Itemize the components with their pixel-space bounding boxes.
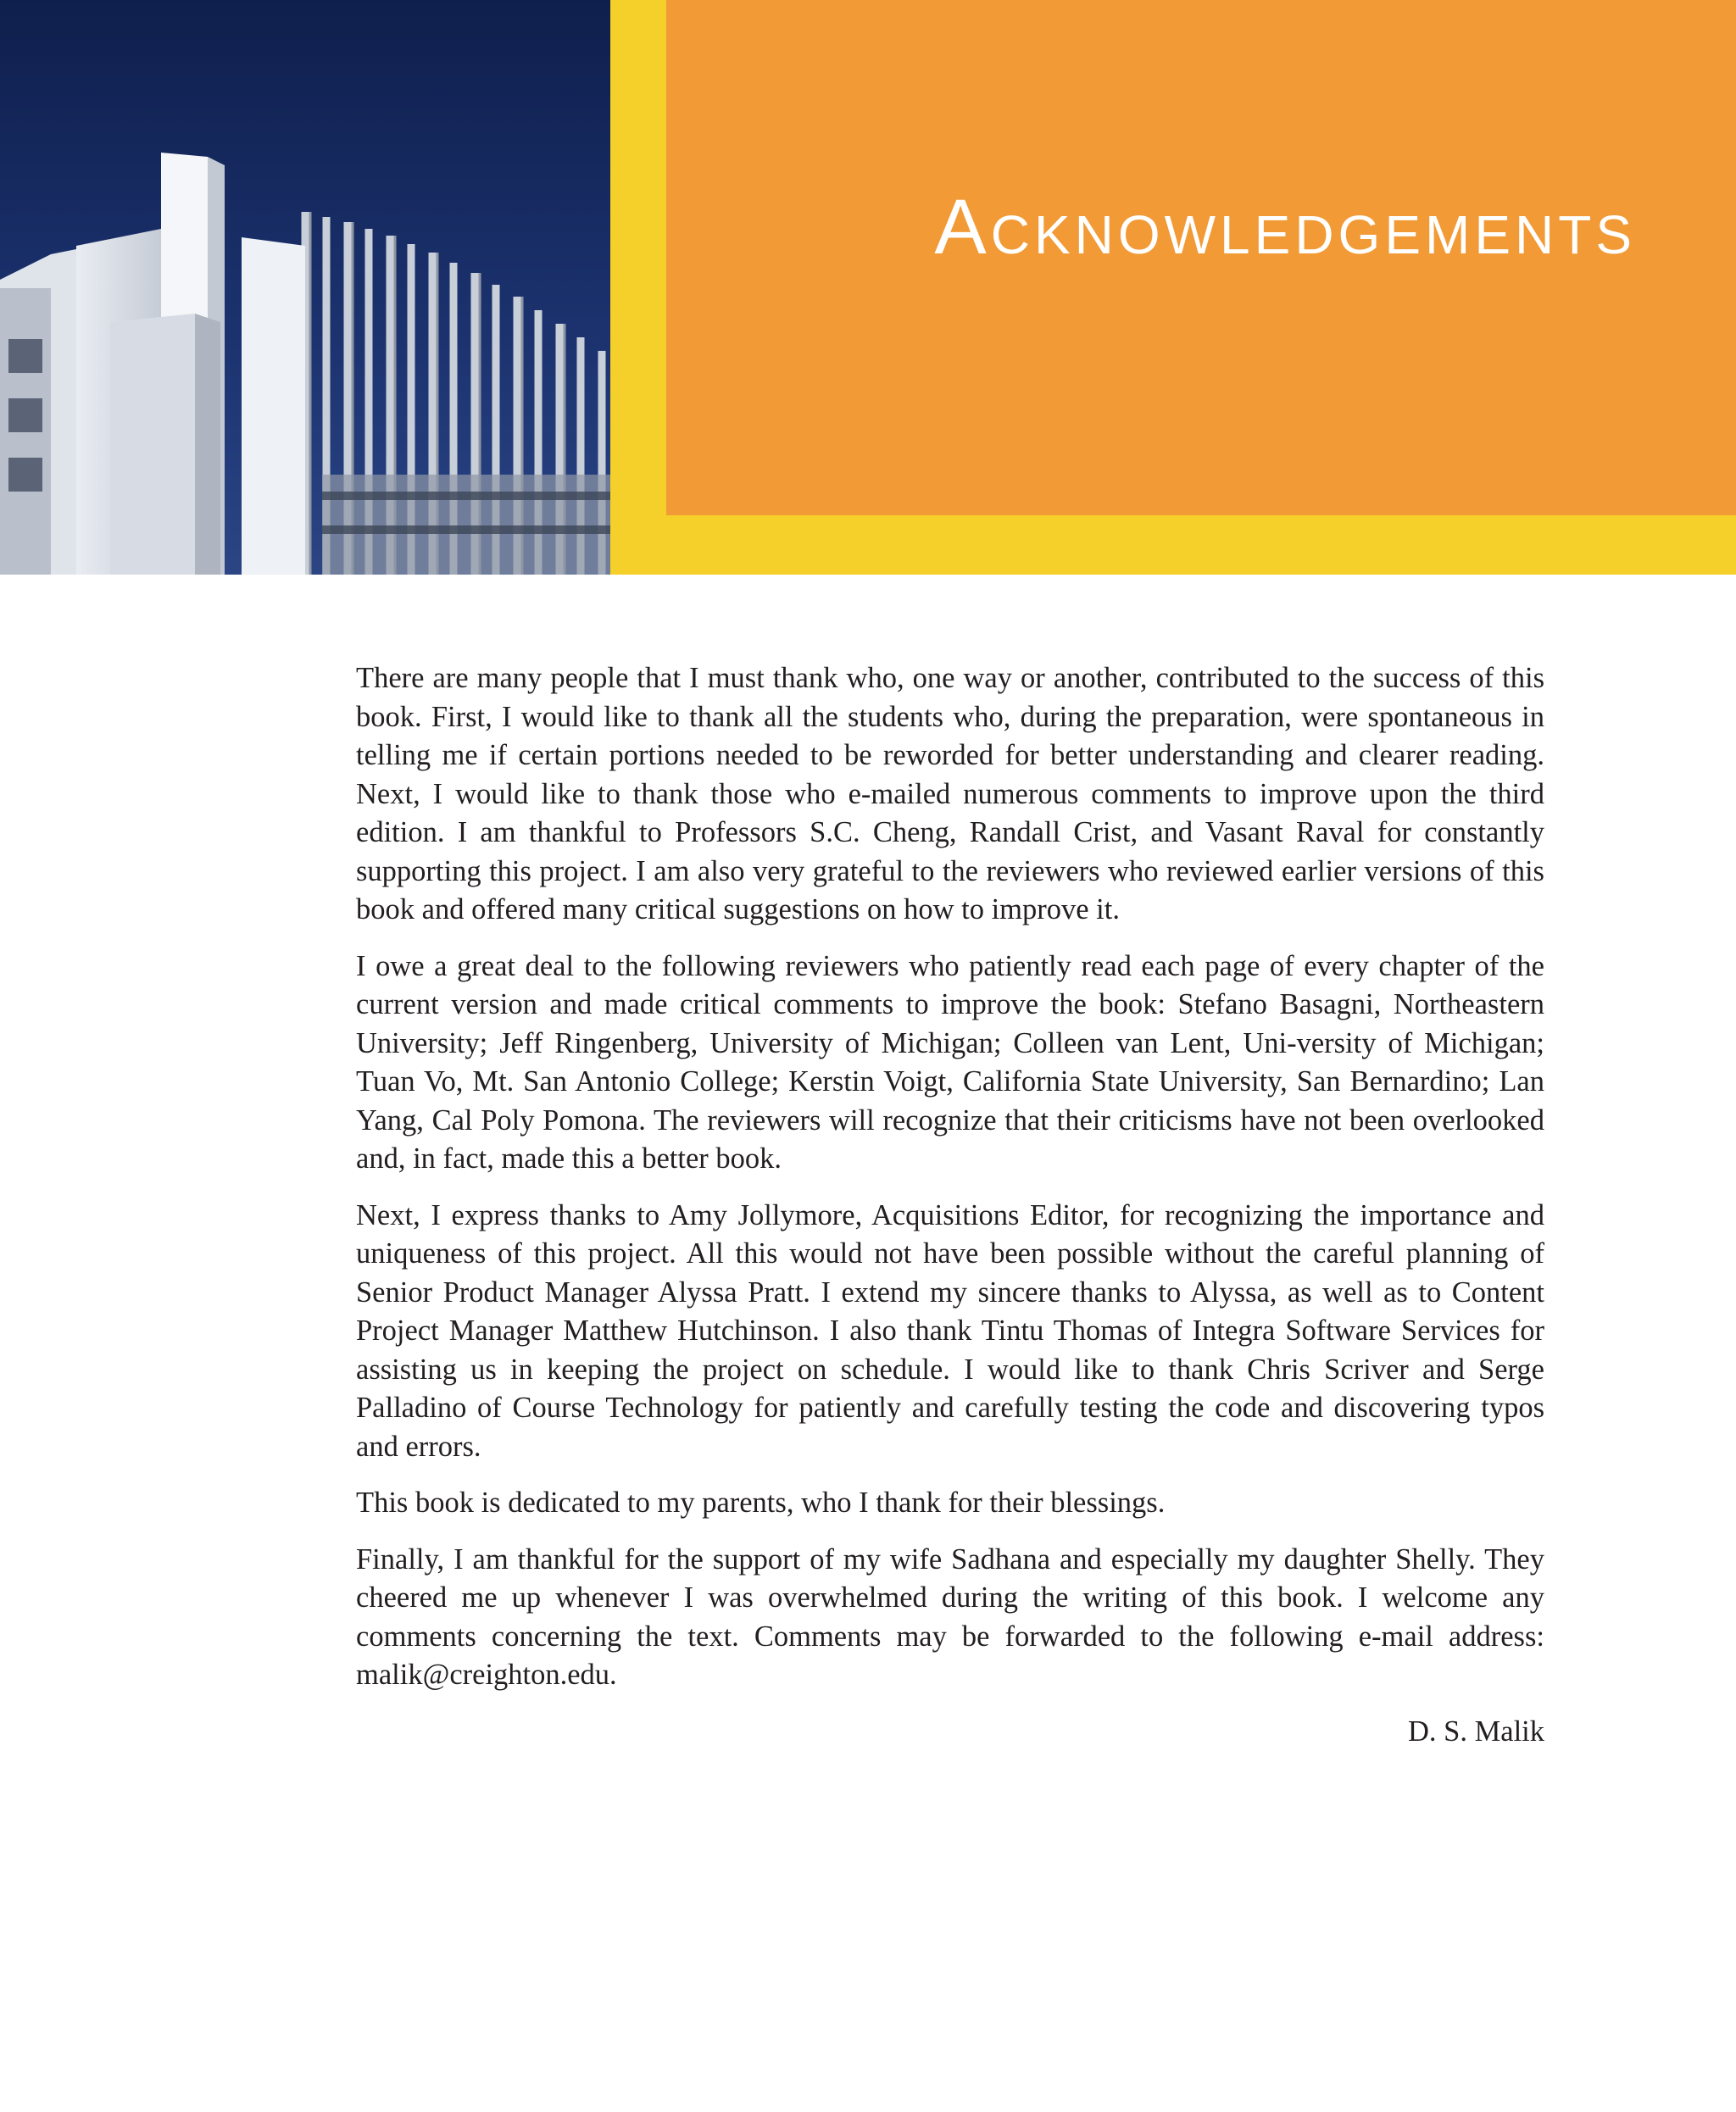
paragraph: Finally, I am thankful for the support of my wife Sadhana and especially my daughter Shelly. They cheered me up whenever I was overwhelmed during the writing of this book. I welcome any comments concerning the text. Comments may be forwarded to the following e-mail address: malik@creighton.edu.	[356, 1542, 1544, 1691]
paragraph: I owe a great deal to the following reviewers who patiently read each page of every chapter of the current version and made critical comments to improve the book: Stefano Basagni, Northeastern University; Jeff Ringenberg, University of Michigan; Colleen van Lent, Uni-versity of Michigan; Tuan Vo, Mt. San Antonio College; Kerstin Voigt, California State University, San Bernardino; Lan Yang, Cal Poly Pomona. The reviewers will recognize that their criticisms have not been overlooked and, in fact, made this a better book.	[356, 949, 1544, 1175]
paragraph: There are many people that I must thank who, one way or another, contributed to the success of this book. First, I would like to thank all the students who, during the preparation, were spontaneous in telling me if certain portions needed to be reworded for better understanding and clearer reading. Next, I would like to thank those who e-mailed numerous comments to improve upon the third edition. I am thankful to Professors S.C. Cheng, Randall Crist, and Vasant Raval for constantly supporting this project. I am also very grateful to the reviewers who reviewed earlier versions of this book and offered many critical suggestions on how to improve it.	[356, 662, 1544, 925]
author-signature: D. S. Malik	[1407, 1715, 1544, 1748]
acknowledgements-body	[356, 659, 1544, 1769]
paragraph: Next, I express thanks to Amy Jollymore, Acquisitions Editor, for recognizing the importance and uniqueness of this project. All this would not have been possible without the careful planning of Senior Product Manager Alyssa Pratt. I extend my sincere thanks to Alyssa, as well as to Content Project Manager Matthew Hutchinson. I also thank Tintu Thomas of Integra Software Services for assisting us in keeping the project on schedule. I would like to thank Chris Scriver and Serge Palladino of Course Technology for patiently and carefully testing the code and discovering typos and errors.	[356, 1198, 1544, 1463]
orange-title-panel	[666, 0, 1736, 515]
paragraph: This book is dedicated to my parents, who I thank for their blessings.	[356, 1487, 1166, 1519]
building-photo	[0, 0, 610, 575]
chapter-title: Acknowledgements	[934, 184, 1636, 270]
chapter-header	[0, 0, 1736, 575]
